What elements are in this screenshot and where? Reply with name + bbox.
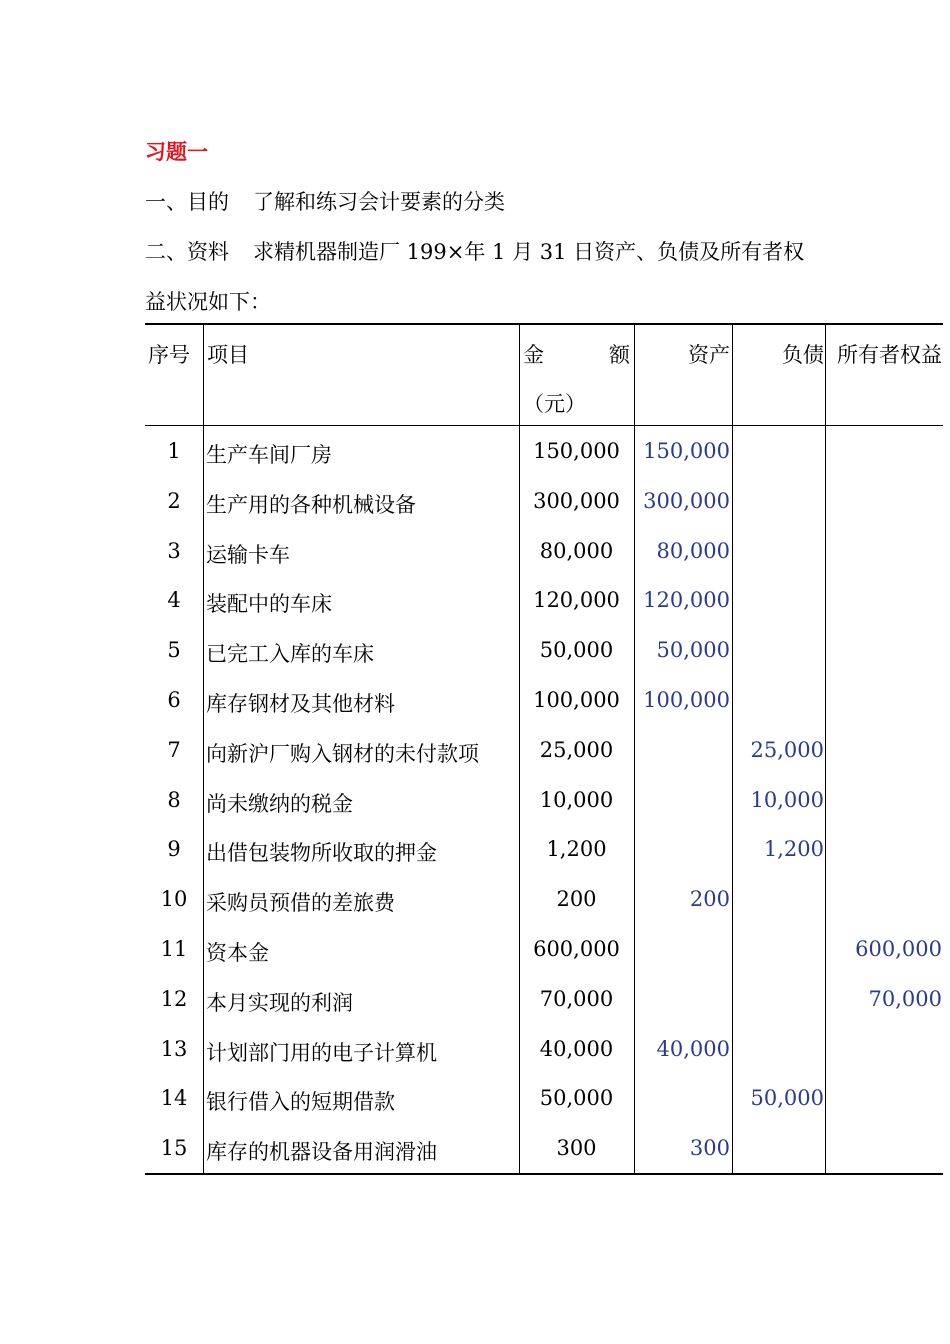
column-divider — [825, 323, 826, 1173]
row-seq: 7 — [167, 737, 181, 762]
row-item: 库存的机器设备用润滑油 — [206, 1140, 437, 1165]
row-amount: 100,000 — [533, 687, 620, 712]
row-seq: 9 — [167, 837, 181, 862]
row-item: 出借包装物所收取的押金 — [206, 841, 437, 866]
classification-table — [145, 323, 943, 1175]
row-item: 装配中的车床 — [206, 592, 332, 617]
row-assets: 100,000 — [643, 687, 730, 712]
row-amount: 200 — [556, 887, 597, 912]
table-row — [145, 1073, 943, 1123]
row-seq: 13 — [160, 1036, 188, 1061]
table-row — [145, 924, 943, 974]
row-seq: 15 — [160, 1136, 188, 1161]
material-text: 求精机器制造厂 199×年 1 月 31 日资产、负债及所有者权 — [253, 240, 805, 264]
row-seq: 2 — [167, 488, 181, 513]
row-amount: 70,000 — [539, 986, 614, 1011]
header-amount-right: 额 — [609, 343, 630, 367]
row-liabilities: 1,200 — [763, 837, 824, 862]
table-row — [145, 426, 943, 476]
table-row — [145, 476, 943, 526]
row-seq: 6 — [167, 687, 181, 712]
row-item: 库存钢材及其他材料 — [206, 691, 395, 716]
row-item: 生产车间厂房 — [206, 443, 332, 467]
row-item: 运输卡车 — [206, 542, 290, 567]
row-item: 采购员预借的差旅费 — [206, 891, 395, 916]
material-line — [145, 236, 804, 266]
row-amount: 10,000 — [539, 787, 614, 812]
table-body — [145, 426, 943, 1173]
row-item: 已完工入库的车床 — [206, 642, 374, 667]
row-seq: 14 — [160, 1086, 188, 1111]
table-row — [145, 526, 943, 576]
row-assets: 150,000 — [643, 439, 730, 463]
row-seq: 12 — [160, 986, 188, 1011]
row-seq: 5 — [167, 638, 181, 663]
row-assets: 80,000 — [656, 538, 730, 563]
header-amount-unit: （元） — [523, 392, 586, 416]
row-amount: 300,000 — [533, 488, 620, 513]
objective-label: 一、目的 — [145, 190, 229, 214]
column-divider — [634, 323, 635, 1173]
table-row — [145, 575, 943, 625]
row-item: 向新沪厂购入钢材的未付款项 — [206, 741, 479, 766]
row-amount: 40,000 — [539, 1036, 614, 1061]
row-seq: 10 — [160, 887, 188, 912]
row-seq: 11 — [160, 936, 188, 961]
row-amount: 1,200 — [546, 837, 607, 862]
row-amount: 50,000 — [539, 638, 614, 663]
material-label: 二、资料 — [145, 240, 229, 264]
exercise-title: 习题一 — [145, 140, 208, 164]
row-item: 尚未缴纳的税金 — [206, 791, 353, 816]
row-seq: 4 — [167, 588, 181, 613]
column-divider — [203, 323, 204, 1173]
row-assets: 120,000 — [643, 588, 730, 613]
material-line-continued: 益状况如下： — [145, 290, 271, 314]
row-amount: 600,000 — [533, 936, 620, 961]
table-row — [145, 824, 943, 874]
row-item: 计划部门用的电子计算机 — [206, 1040, 437, 1065]
row-amount: 50,000 — [539, 1086, 614, 1111]
row-seq: 1 — [167, 439, 181, 463]
objective-text: 了解和练习会计要素的分类 — [253, 190, 505, 214]
table-row — [145, 725, 943, 775]
header-assets: 资产 — [688, 343, 730, 367]
row-amount: 80,000 — [539, 538, 614, 563]
table-row — [145, 675, 943, 725]
table-row — [145, 974, 943, 1024]
row-assets: 200 — [689, 887, 730, 912]
row-item: 资本金 — [206, 940, 269, 965]
row-assets: 50,000 — [656, 638, 730, 663]
row-amount: 150,000 — [533, 439, 620, 463]
header-seq: 序号 — [148, 343, 190, 367]
row-liabilities: 10,000 — [750, 787, 824, 812]
row-liabilities: 25,000 — [750, 737, 824, 762]
header-equity: 所有者权益 — [837, 343, 942, 367]
header-liabilities: 负债 — [782, 343, 824, 367]
row-item: 本月实现的利润 — [206, 990, 353, 1015]
row-item: 银行借入的短期借款 — [206, 1090, 395, 1115]
table-row — [145, 625, 943, 675]
row-assets: 300 — [689, 1136, 730, 1161]
row-equity: 600,000 — [855, 936, 942, 961]
objective-line — [145, 186, 505, 216]
row-item: 生产用的各种机械设备 — [206, 492, 416, 517]
row-liabilities: 50,000 — [750, 1086, 824, 1111]
column-divider — [732, 323, 733, 1173]
table-row — [145, 1123, 943, 1173]
row-assets: 40,000 — [656, 1036, 730, 1061]
row-seq: 3 — [167, 538, 181, 563]
table-row — [145, 1024, 943, 1074]
row-assets: 300,000 — [643, 488, 730, 513]
header-item: 项目 — [207, 343, 249, 367]
column-divider — [519, 323, 520, 1173]
header-amount-left: 金 — [523, 343, 544, 367]
row-seq: 8 — [167, 787, 181, 812]
row-amount: 120,000 — [533, 588, 620, 613]
row-amount: 25,000 — [539, 737, 614, 762]
table-row — [145, 775, 943, 825]
row-equity: 70,000 — [868, 986, 942, 1011]
row-amount: 300 — [556, 1136, 597, 1161]
table-row — [145, 874, 943, 924]
table-header — [145, 325, 943, 426]
